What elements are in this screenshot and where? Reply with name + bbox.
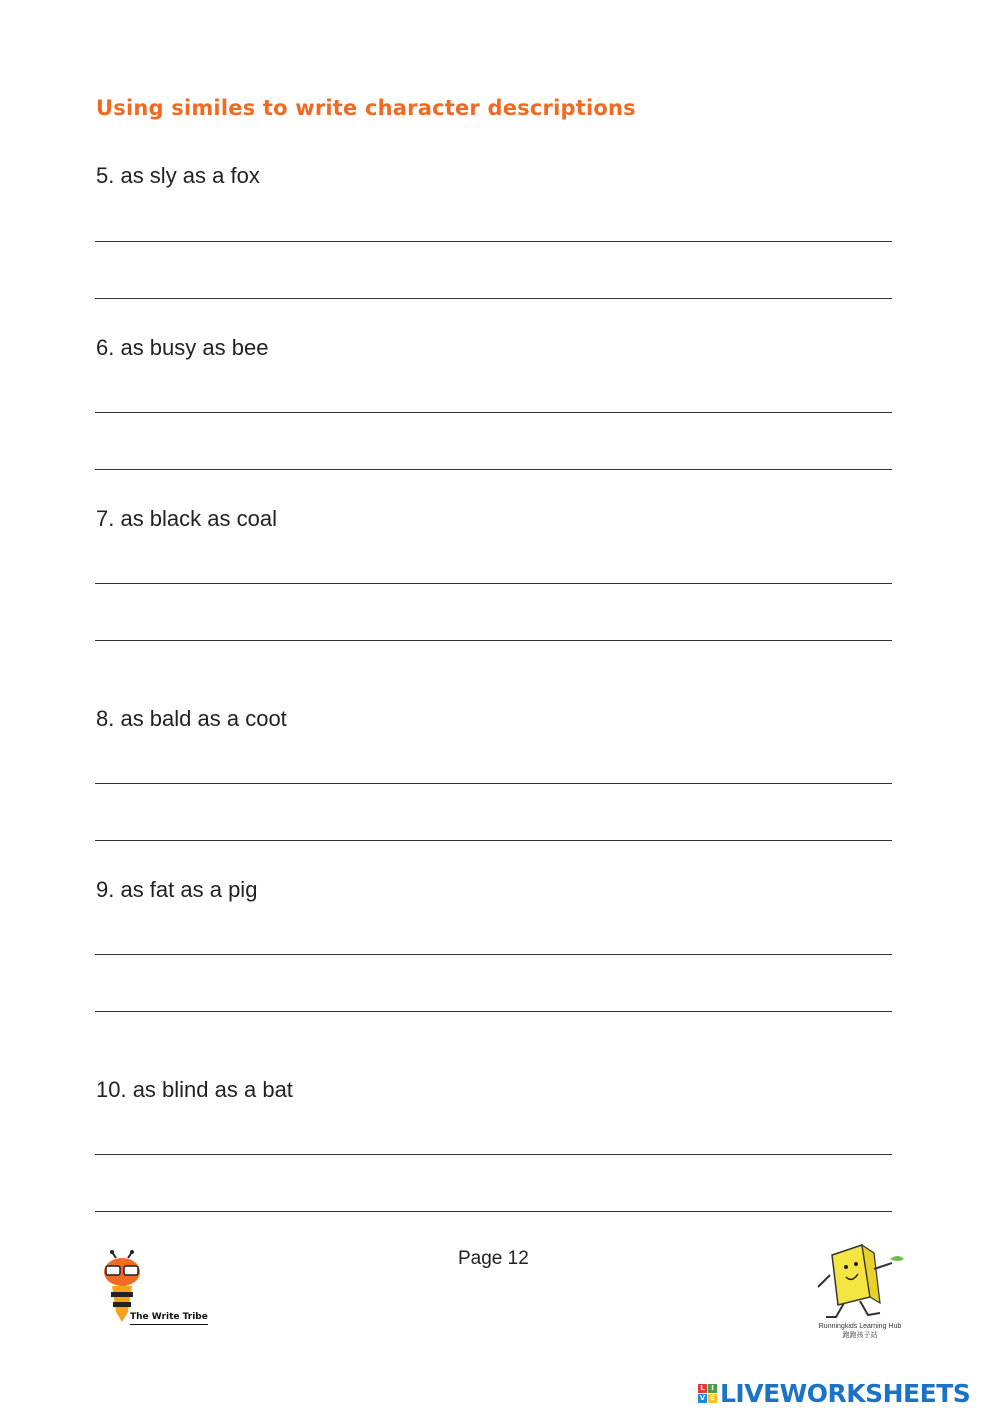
answer-line[interactable] — [95, 640, 892, 641]
prompt-6: 6. as busy as bee — [96, 335, 269, 360]
liveworksheets-text: LIVEWORKSHEETS — [720, 1378, 971, 1408]
liveworksheets-watermark — [698, 1378, 970, 1408]
prompt-5: 5. as sly as a fox — [96, 163, 260, 188]
prompt-9: 9. as fat as a pig — [96, 877, 258, 902]
worksheet-title: Using similes to write character descriptions — [96, 96, 636, 120]
answer-line[interactable] — [95, 1211, 892, 1212]
prompt-10: 10. as blind as a bat — [96, 1077, 293, 1102]
answer-line[interactable] — [95, 783, 892, 784]
answer-line[interactable] — [95, 583, 892, 584]
liveworksheets-badge-icon: L I V E — [698, 1384, 717, 1403]
answer-line[interactable] — [95, 954, 892, 955]
running-book-logo-icon — [812, 1243, 912, 1323]
answer-line[interactable] — [95, 1154, 892, 1155]
right-logo-label: Runningkids Learning Hub 跑跑孩子站 — [818, 1323, 902, 1339]
answer-line[interactable] — [95, 298, 892, 299]
answer-line[interactable] — [95, 469, 892, 470]
answer-line[interactable] — [95, 241, 892, 242]
answer-line[interactable] — [95, 412, 892, 413]
page-number: Page 12 — [458, 1248, 529, 1269]
answer-line[interactable] — [95, 840, 892, 841]
prompt-7: 7. as black as coal — [96, 506, 277, 531]
prompt-8: 8. as bald as a coot — [96, 706, 287, 731]
answer-line[interactable] — [95, 1011, 892, 1012]
left-logo-label: The Write Tribe — [130, 1312, 208, 1325]
